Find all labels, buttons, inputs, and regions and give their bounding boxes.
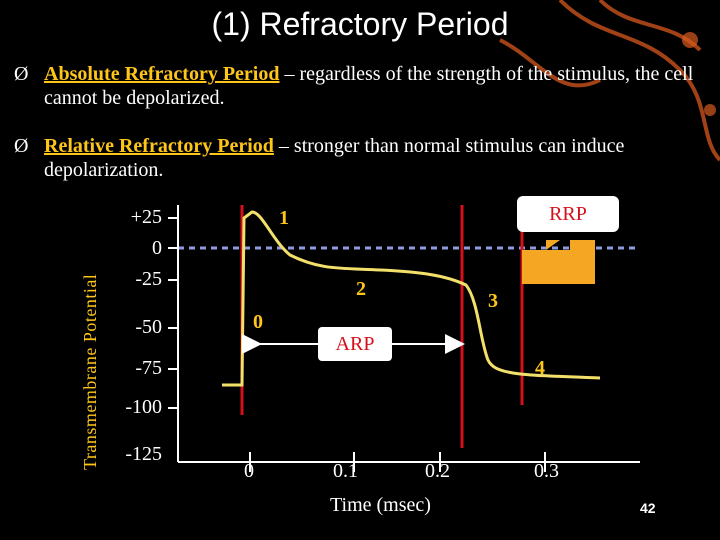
bullet-arrow-icon: Ø xyxy=(14,63,29,85)
x-axis-label: Time (msec) xyxy=(330,494,431,516)
y-tick-label: -50 xyxy=(135,316,162,338)
y-tick-marks xyxy=(168,218,178,408)
bullet-term: Relative Refractory Period xyxy=(44,135,274,157)
phase-label: 3 xyxy=(488,290,498,312)
y-tick-label: -125 xyxy=(125,443,162,465)
phase-label: 4 xyxy=(535,357,545,379)
phase-label: 1 xyxy=(279,207,289,229)
bullet-term: Absolute Refractory Period xyxy=(44,63,280,85)
x-tick-label: 0.1 xyxy=(333,460,358,482)
x-tick-label: 0 xyxy=(244,460,254,482)
phase-label: 2 xyxy=(356,278,366,300)
slide-title: (1) Refractory Period xyxy=(211,6,509,42)
y-axis-label: Transmembrane Potential xyxy=(80,273,100,470)
arp-label: ARP xyxy=(318,327,392,361)
y-tick-label: +25 xyxy=(130,206,162,228)
rrp-label: RRP xyxy=(517,196,619,232)
y-tick-label: 0 xyxy=(152,237,162,259)
bullet-text: – stronger than normal stimulus can induce depolarization. xyxy=(44,135,625,181)
bullet-text: – regardless of the strength of the stimulus, the cell cannot be depolarized. xyxy=(44,63,694,109)
bullet-arrow-icon: Ø xyxy=(14,135,29,157)
y-tick-label: -25 xyxy=(135,268,162,290)
y-tick-label: -75 xyxy=(135,357,162,379)
phase-label: 0 xyxy=(253,311,263,333)
y-tick-label: -100 xyxy=(125,396,162,418)
x-tick-label: 0.2 xyxy=(425,460,450,482)
page-number: 42 xyxy=(640,500,656,516)
x-tick-label: 0.3 xyxy=(534,460,559,482)
